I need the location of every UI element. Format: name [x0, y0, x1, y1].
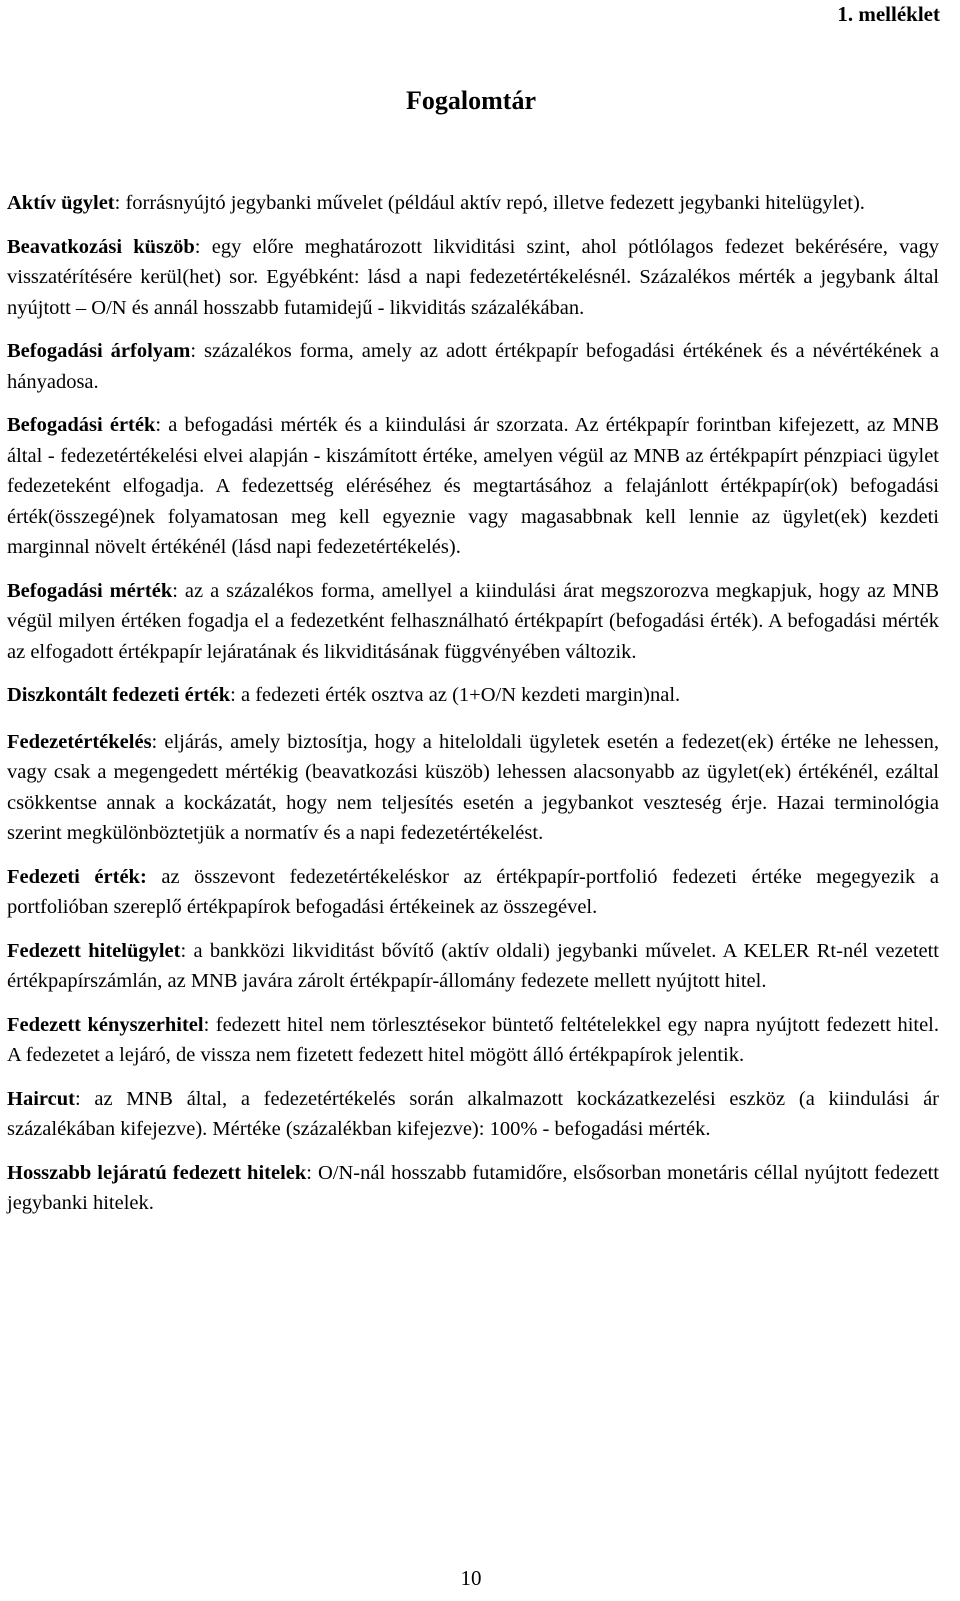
glossary-definition: : a bankközi likviditást bővítő (aktív oldali) jegybanki művelet. A KELER Rt-nél vezetett értékpapírszámlán, az MNB javára zárolt értékpapír-állomány fedezete mellett nyújtott hitel.: [7, 939, 940, 992]
glossary-entry-befogadasi-ertek: [7, 410, 939, 563]
glossary-term: Diszkontált fedezeti érték: [7, 684, 231, 706]
page-title: Fogalomtár: [406, 86, 536, 115]
glossary-term: Aktív ügylet: [7, 192, 115, 214]
glossary-definition: : egy előre meghatározott likviditási szint, ahol pótlólagos fedezet bekérésére, vagy visszatérítésére kerül(het) sor. Egyébként: lásd a napi fedezetértékelésnél. Százalékos mérték a jegybank által nyújtott – O/N és annál hosszabb futamidejű - likviditás százalékában.: [7, 235, 939, 319]
glossary-term: Befogadási érték: [7, 414, 156, 436]
glossary-definition: : százalékos forma, amely az adott értékpapír befogadási értékének és a névértékének a hányadosa.: [7, 340, 939, 393]
glossary-entry-aktiv-ugylet: [7, 188, 939, 219]
glossary-definition: : eljárás, amely biztosítja, hogy a hiteloldali ügyletek esetén a fedezet(ek) értéke ne lehessen, vagy csak a megengedett mértékig (beavatkozási küszöb) lehessen alacsonyabb az ügylet(ek) értékénél, ezáltal csökkentse annak a kockázatát, hogy nem teljesítés esetén a jegybankot veszteség érje. Hazai terminológia szerint megkülönböztetjük a normatív és a napi fedezetértékelést.: [7, 730, 939, 844]
glossary-term: Haircut: [7, 1087, 75, 1110]
glossary-term: Fedezett kényszerhitel: [7, 1013, 204, 1036]
glossary-entry-fedezett-hitelugylet: [7, 936, 939, 997]
glossary-definition: : a befogadási mérték és a kiindulási ár szorzata. Az értékpapír forintban kifejezett, az MNB által - fedezetértékelési elvei alapján - kiszámított értéke, amelyen végül az MNB az értékpapírt pénzpiaci ügylet fedezeteként elfogadja. A fedezettség eléréséhez és megtartásához a felajánlott értékpapír(ok) befogadási érték(összegé)nek folyamatosan meg kell egyeznie vagy magasabbnak kell lennie az ügylet(ek) kezdeti marginnal növelt értékénél (lásd napi fedezetértékelés).: [7, 414, 939, 558]
glossary-entry-befogadasi-arfolyam: [7, 336, 939, 397]
glossary-term: Hosszabb lejáratú fedezett hitelek: [7, 1161, 307, 1184]
glossary-entry-hosszabb-lejaratu-fedezett-hitelek: [7, 1158, 939, 1219]
glossary-definition: : forrásnyújtó jegybanki művelet (például aktív repó, illetve fedezett jegybanki hitelügylet).: [114, 192, 865, 214]
glossary-term: Befogadási mérték: [7, 579, 173, 602]
glossary-definition: : az a százalékos forma, amellyel a kiindulási árat megszorozva megkapjuk, hogy az MNB végül milyen értéken fogadja el a fedezetként felhasználható értékpapírt (befogadási érték). A befogadási mérték az elfogadott értékpapír lejáratának és likviditásának függvényében változik.: [7, 579, 940, 663]
glossary-term: Beavatkozási küszöb: [7, 235, 195, 258]
glossary-entry-diszkontalt-fedezeti-ertek: [7, 680, 939, 711]
glossary-entry-beavatkozasi-kuszob: [7, 232, 939, 324]
glossary-entry-haircut: [7, 1084, 939, 1145]
glossary-term: Fedezetértékelés: [7, 730, 152, 753]
glossary-definition: : a fedezeti érték osztva az (1+O/N kezdeti margin)nal.: [230, 684, 681, 706]
glossary-definition: az összevont fedezetértékeléskor az értékpapír-portfolió fedezeti értéke megegyezik a portfolióban szereplő értékpapírok befogadási értékeinek az összegével.: [7, 865, 939, 918]
page-number: 10: [460, 1566, 482, 1590]
glossary-definition: : az MNB által, a fedezetértékelés során alkalmazott kockázatkezelési eszköz (a kiindulási ár százalékában kifejezve). Mértéke (százalékban kifejezve): 100% - befogadási mérték.: [7, 1087, 939, 1140]
glossary-definition: : O/N-nál hosszabb futamidőre, elsősorban monetáris céllal nyújtott fedezett jegybanki hitelek.: [7, 1161, 939, 1214]
glossary-term: Befogadási árfolyam: [7, 340, 191, 362]
glossary-entry-befogadasi-mertek: [7, 576, 939, 668]
glossary-definition: : fedezett hitel nem törlesztésekor büntető feltételekkel egy napra nyújtott fedezett hitel. A fedezetet a lejáró, de vissza nem fizetett fedezett hitel mögött álló értékpapírok jelentik.: [7, 1013, 939, 1066]
glossary-entry-fedezetertekeles: [7, 727, 939, 849]
glossary-term: Fedezett hitelügylet: [7, 939, 181, 962]
glossary-entry-fedezeti-ertek: [7, 862, 939, 923]
annex-label: 1. melléklet: [837, 2, 940, 26]
glossary-entry-fedezett-kenyszerhitel: [7, 1010, 939, 1071]
glossary-term: Fedezeti érték:: [7, 865, 147, 888]
glossary-body: [7, 188, 939, 1232]
